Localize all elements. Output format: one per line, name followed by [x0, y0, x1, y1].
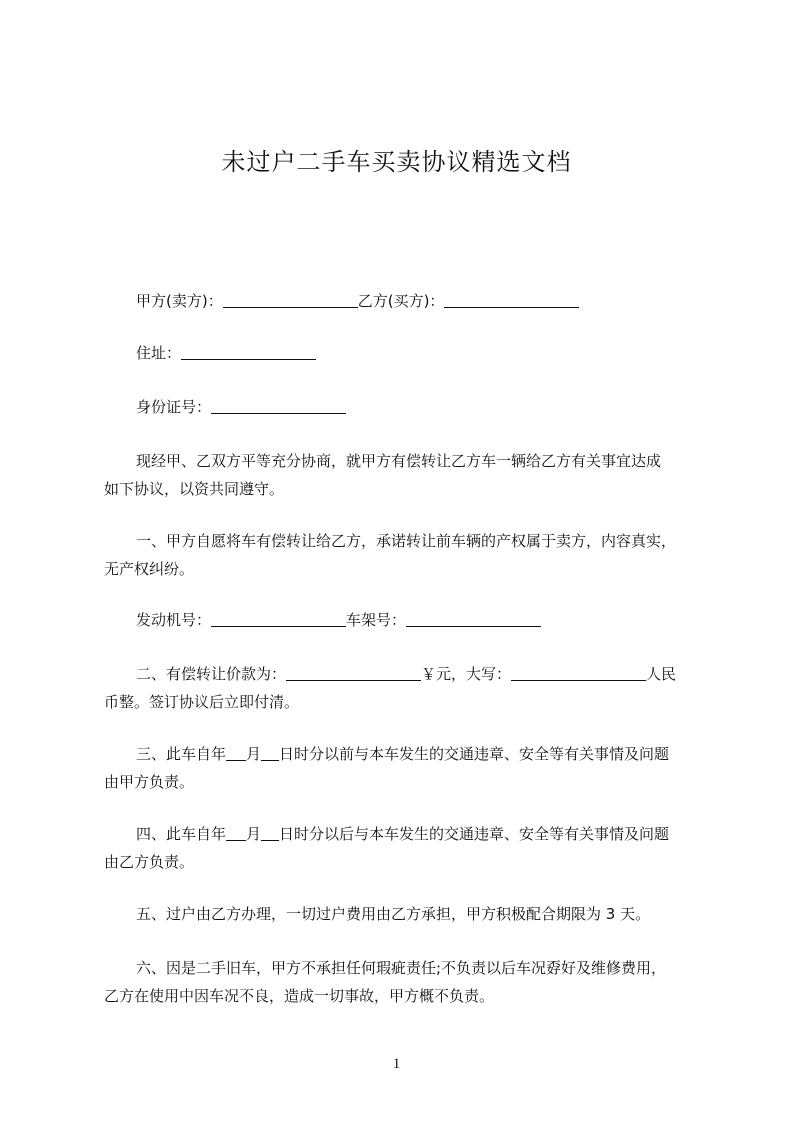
- clause-4-line-2: 由乙方负责。: [104, 853, 195, 871]
- price-label: 二、有偿转让价款为：: [136, 665, 287, 683]
- id-line: [104, 394, 736, 420]
- clause-6-line-2: 乙方在使用中因车况不良，造成一切事故，甲方概不负责。: [104, 987, 495, 1005]
- clause-2-line-2: 币整。签订协议后立即付清。: [104, 693, 300, 711]
- engine-label: 发动机号：: [136, 611, 212, 629]
- clause-3-prefix: 三、此车自年: [136, 745, 227, 763]
- clause-4-suffix: 日时分以后与本车发生的交通违章、安全等有关事情及问题: [279, 825, 670, 843]
- day-blank: [261, 744, 279, 761]
- month-blank: [226, 744, 246, 761]
- clause-2: [104, 660, 706, 716]
- intro-line-1: 现经甲、乙双方平等充分协商，就甲方有偿转让乙方车一辆给乙方有关事宜达成: [136, 452, 662, 470]
- clause-2-line-1: [104, 660, 706, 688]
- document-title: 未过户二手车买卖协议精选文档: [221, 148, 572, 176]
- intro-line-2: 如下协议，以资共同遵守。: [104, 480, 285, 498]
- clause-1-line-2: 无产权纠纷。: [104, 560, 195, 578]
- clause-1-line-1: 一、甲方自愿将车有偿转让给乙方，承诺转让前车辆的产权属于卖方，内容真实，: [136, 532, 677, 550]
- address-label: 住址：: [136, 344, 182, 362]
- clause-3-suffix: 日时分以前与本车发生的交通违章、安全等有关事情及问题: [279, 745, 670, 763]
- price-blank: [286, 664, 421, 681]
- address-blank: [181, 343, 316, 360]
- frame-label: 车架号：: [346, 611, 407, 629]
- id-label: 身份证号：: [136, 398, 212, 416]
- page-number: 1: [392, 1056, 401, 1072]
- clause-4-month: 月: [246, 825, 262, 843]
- clause-4-line-1: [104, 820, 706, 848]
- seller-label: 甲方(卖方)：: [136, 292, 223, 310]
- buyer-label: 乙方(买方)：: [357, 292, 445, 310]
- clause-3-line-2: 由甲方负责。: [104, 773, 195, 791]
- frame-blank: [406, 610, 541, 627]
- id-blank: [211, 397, 346, 414]
- clause-5: [104, 900, 706, 928]
- clause-3-line-1: [104, 740, 706, 768]
- currency-suffix: 人民: [646, 665, 677, 683]
- intro-paragraph: [104, 447, 706, 503]
- clause-5-line-1: 五、过户由乙方办理，一切过户费用由乙方承担，甲方积极配合期限为 3 天。: [136, 905, 651, 923]
- clause-3-month: 月: [246, 745, 262, 763]
- clause-4: [104, 820, 706, 876]
- day-blank: [261, 824, 279, 841]
- vehicle-line: [104, 607, 736, 633]
- clause-4-prefix: 四、此车自年: [136, 825, 227, 843]
- engine-blank: [211, 610, 346, 627]
- clause-6: [104, 954, 706, 1010]
- clause-6-line-1: 六、因是二手旧车，甲方不承担任何瑕疵责任;不负责以后车况孬好及维修费用，: [136, 959, 667, 977]
- price-words-blank: [511, 664, 646, 681]
- seller-blank: [223, 291, 358, 308]
- parties-line: [104, 288, 736, 314]
- clause-1: [104, 527, 706, 583]
- clause-3: [104, 740, 706, 796]
- month-blank: [226, 824, 246, 841]
- address-line: [104, 340, 736, 366]
- currency-label: ￥元，大写：: [421, 665, 512, 683]
- buyer-blank: [444, 291, 579, 308]
